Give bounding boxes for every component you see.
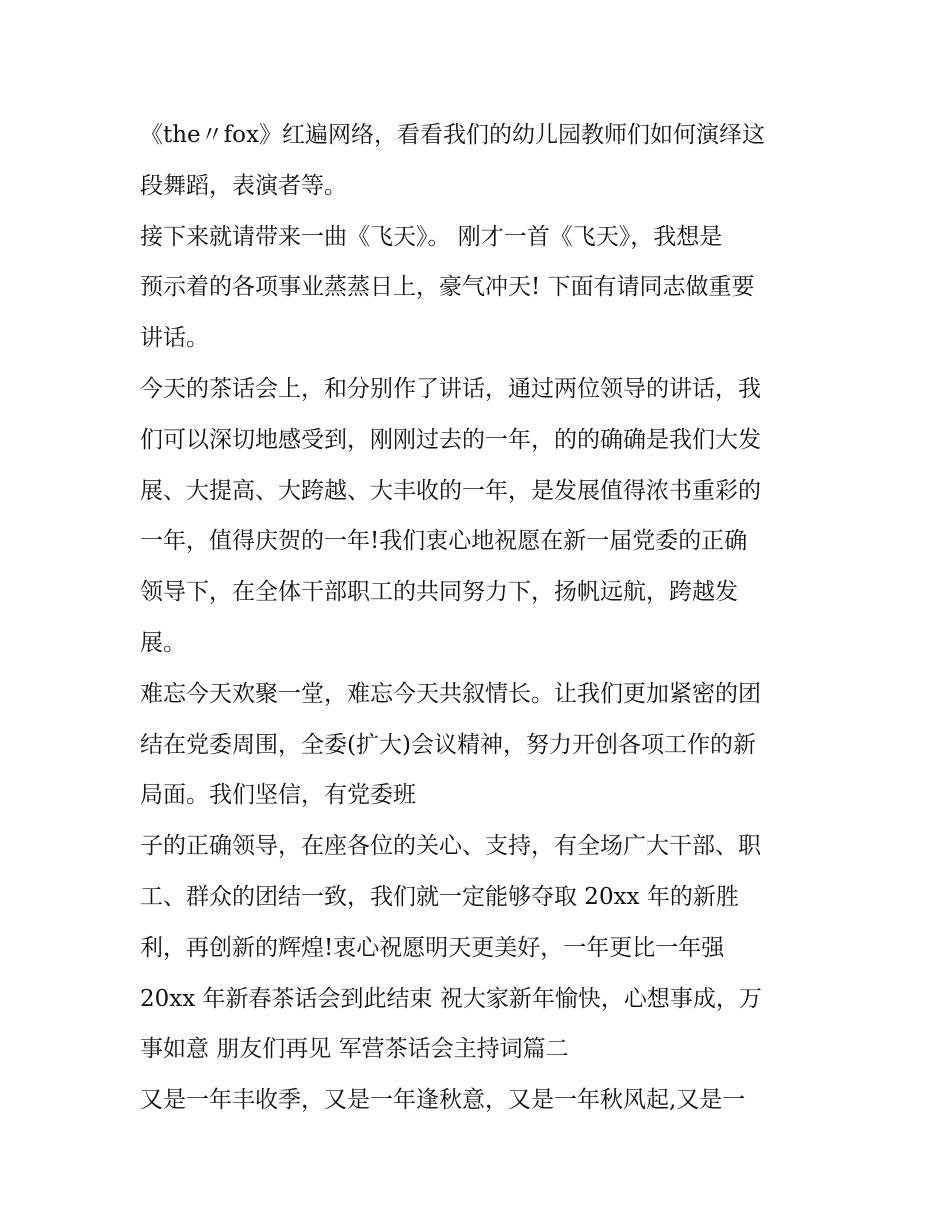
text-line: 《the〃fox》红遍网络，看看我们的幼儿园教师们如何演绎这: [140, 122, 765, 148]
text-line: 工、群众的团结一致，我们就一定能够夺取 20xx 年的新胜: [140, 883, 739, 910]
text-line: 接下来就请带来一曲《飞天》。 刚才一首《飞天》，我想是: [140, 223, 723, 250]
text-line: 结在党委周围，全委(扩大)会议精神，努力开创各项工作的新: [140, 731, 756, 758]
text-line: 预示着的各项事业蒸蒸日上，豪气冲天! 下面有请同志做重要: [140, 274, 755, 301]
document-body: [140, 110, 820, 1126]
text-line: 领导下，在全体干部职工的共同努力下，扬帆远航，跨越发: [140, 579, 738, 606]
text-line: 又是一年丰收季，又是一年逢秋意，又是一年秋风起,又是一: [140, 1087, 746, 1114]
text-line: 今天的茶话会上，和分别作了讲话，通过两位领导的讲话，我: [140, 375, 761, 402]
text-line: 局面。我们坚信，有党委班: [140, 782, 416, 809]
text-line: 难忘今天欢聚一堂，难忘今天共叙情长。让我们更加紧密的团: [140, 680, 761, 707]
text-line: 一年，值得庆贺的一年!我们衷心地祝愿在新一届党委的正确: [140, 528, 748, 555]
text-line: 子的正确领导，在座各位的关心、支持，有全场广大干部、职: [140, 833, 761, 860]
text-line: 事如意 朋友们再见 军营茶话会主持词篇二: [140, 1036, 569, 1063]
text-line: 展。: [140, 629, 186, 656]
text-line: 讲话。: [140, 325, 209, 352]
text-line: 们可以深切地感受到，刚刚过去的一年，的的确确是我们大发: [140, 426, 761, 453]
text-line: 利，再创新的辉煌!衷心祝愿明天更美好，一年更比一年强: [140, 934, 725, 961]
text-line: 20xx 年新春茶话会到此结束 祝大家新年愉快，心想事成，万: [140, 985, 762, 1012]
text-line: 展、大提高、大跨越、大丰收的一年，是发展值得浓书重彩的: [140, 477, 761, 504]
text-line: 段舞蹈，表演者等。: [140, 172, 347, 199]
